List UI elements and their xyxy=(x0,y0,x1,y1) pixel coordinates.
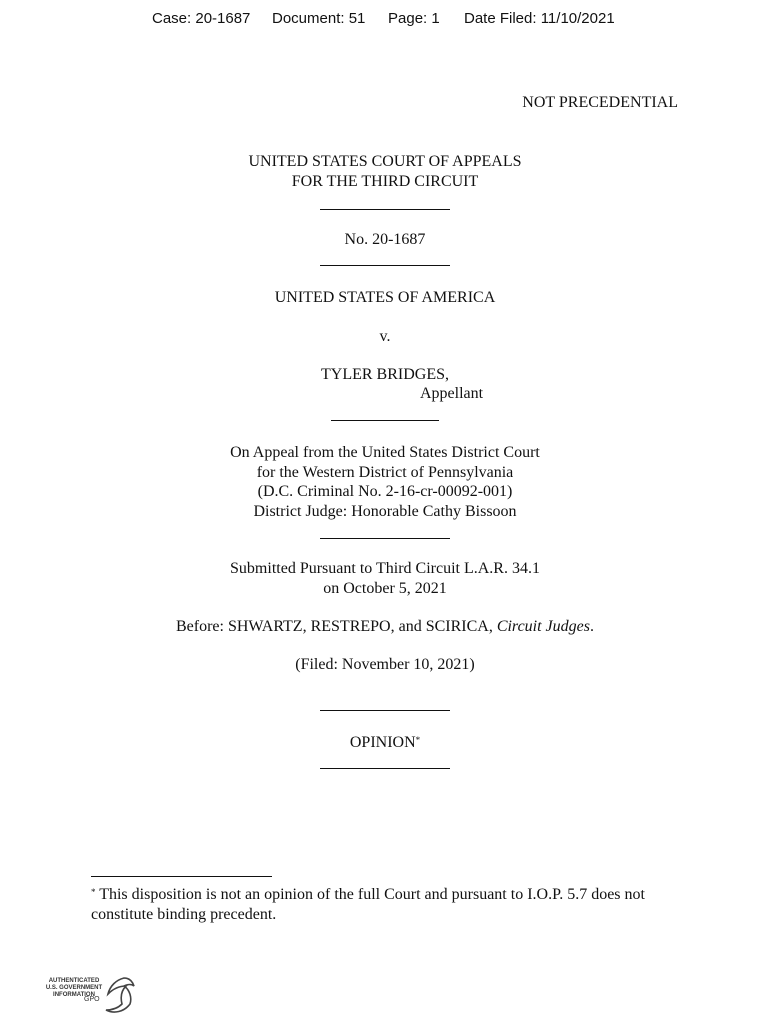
page-number-header: Page: 1 xyxy=(388,10,440,27)
appeal-line2: for the Western District of Pennsylvania xyxy=(256,463,514,481)
gpo-authentication-seal xyxy=(44,974,134,1018)
court-name-line1: UNITED STATES COURT OF APPEALS xyxy=(248,153,522,170)
eagle-icon xyxy=(96,974,136,1018)
date-filed-header: Date Filed: 11/10/2021 xyxy=(464,10,615,27)
divider-2 xyxy=(0,252,770,272)
appellant-role: Appellant xyxy=(420,385,484,402)
court-name xyxy=(0,152,770,191)
case-number-header: Case: 20-1687 xyxy=(152,10,251,27)
footnote xyxy=(91,885,681,924)
panel-prefix: Before: SHWARTZ, RESTREPO, and SCIRICA, xyxy=(176,618,497,635)
appeal-info xyxy=(0,443,770,521)
panel-judges xyxy=(0,617,770,637)
versus: v. xyxy=(379,328,391,345)
divider-5 xyxy=(0,697,770,717)
filed-date: (Filed: November 10, 2021) xyxy=(295,656,475,673)
opinion-footnote-marker: * xyxy=(415,735,421,745)
appeal-line3: (D.C. Criminal No. 2-16-cr-00092-001) xyxy=(257,483,513,500)
divider-3 xyxy=(0,407,770,427)
footnote-marker: * xyxy=(91,887,96,897)
submission-line1: Submitted Pursuant to Third Circuit L.A.R. 34.1 xyxy=(230,560,540,577)
divider-4 xyxy=(0,525,770,545)
opinion-heading xyxy=(0,733,770,753)
footnote-separator xyxy=(91,876,272,877)
divider-6 xyxy=(0,755,770,775)
gpo-seal-line3: INFORMATION xyxy=(53,992,95,998)
defendant: TYLER BRIDGES, xyxy=(321,366,449,383)
gpo-label: GPO xyxy=(84,996,100,1003)
document-number-header: Document: 51 xyxy=(272,10,366,27)
plaintiff: UNITED STATES OF AMERICA xyxy=(274,289,496,306)
gpo-seal-line1: AUTHENTICATED xyxy=(48,978,100,984)
panel-suffix: . xyxy=(589,618,594,635)
gpo-seal-line2: U.S. GOVERNMENT xyxy=(45,985,103,991)
footnote-text: This disposition is not an opinion of the full Court and pursuant to I.O.P. 5.7 does not constitute binding precedent. xyxy=(91,886,645,923)
precedential-status: NOT PRECEDENTIAL xyxy=(522,94,678,111)
submission-info xyxy=(0,559,770,598)
panel-title: Circuit Judges xyxy=(496,618,590,635)
appeal-line1: On Appeal from the United States District Court xyxy=(230,444,540,461)
appeal-line4: District Judge: Honorable Cathy Bissoon xyxy=(253,502,517,520)
submission-line2: on October 5, 2021 xyxy=(323,579,447,597)
court-name-line2: FOR THE THIRD CIRCUIT xyxy=(291,172,479,190)
divider-1 xyxy=(0,196,770,216)
case-number: No. 20-1687 xyxy=(344,231,426,248)
opinion-label: OPINION xyxy=(349,734,416,751)
